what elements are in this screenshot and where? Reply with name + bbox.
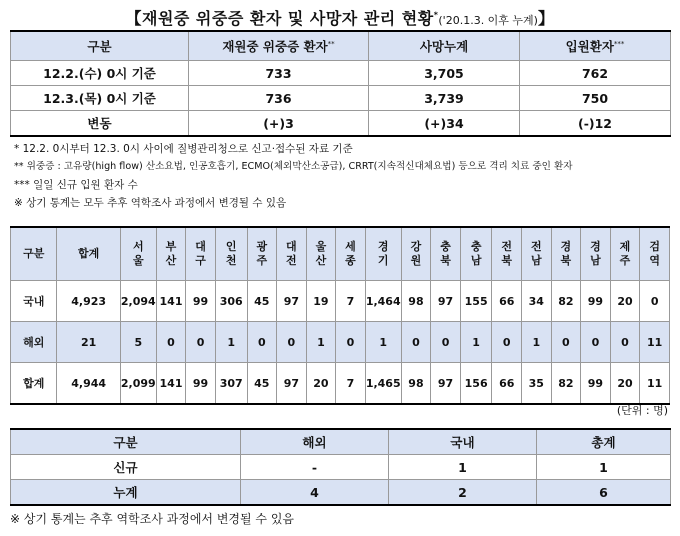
- origin-cell: -: [241, 455, 389, 480]
- regional-header-part: 대: [286, 240, 297, 253]
- regional-cell: 99: [581, 281, 611, 322]
- regional-header-part: 산: [315, 254, 327, 267]
- regional-cell: 97: [431, 363, 461, 405]
- regional-cell: 45: [247, 363, 277, 405]
- regional-cell: 합계: [11, 363, 57, 405]
- header-mark: **: [327, 39, 335, 48]
- regional-header-part: 울: [315, 240, 327, 253]
- regional-header-part: 전: [530, 240, 542, 253]
- regional-cell: 156: [460, 363, 492, 405]
- origin-cell: 6: [537, 480, 671, 506]
- regional-cell: 82: [551, 281, 581, 322]
- origin-cell: 신규: [11, 455, 241, 480]
- regional-header-part: 제: [619, 240, 631, 253]
- regional-cell: 0: [610, 322, 640, 363]
- regional-header: [492, 227, 522, 281]
- regional-cell: 20: [610, 281, 640, 322]
- regional-row-domestic: [11, 281, 670, 322]
- regional-cell: 1,464: [365, 281, 401, 322]
- title-sub: ('20.1.3. 이후 누계): [438, 14, 538, 27]
- regional-header-part: 북: [440, 254, 451, 267]
- summary-row: [11, 61, 671, 86]
- regional-cell: 98: [401, 363, 431, 405]
- summary-cell: 12.3.(목) 0시 기준: [11, 86, 189, 111]
- regional-cell: 19: [306, 281, 336, 322]
- summary-cell: 736: [189, 86, 369, 111]
- regional-cell: 1: [365, 322, 401, 363]
- regional-header-part: 경: [590, 240, 601, 253]
- title-text: 【재원중 위중증 환자 및 사망자 관리 현황: [125, 9, 434, 28]
- regional-cell: 307: [215, 363, 247, 405]
- regional-cell: 7: [336, 281, 366, 322]
- regional-header: [215, 227, 247, 281]
- regional-cell: 1: [460, 322, 492, 363]
- summary-cell: 변동: [11, 111, 189, 137]
- regional-cell: 97: [277, 363, 307, 405]
- title-close: 】: [537, 9, 555, 28]
- origin-cell: 4: [241, 480, 389, 506]
- summary-header: [369, 31, 520, 61]
- regional-cell: 11: [640, 322, 670, 363]
- regional-cell: 21: [57, 322, 120, 363]
- header-label: 재원중 위중증 환자: [222, 39, 328, 54]
- origin-header: 구분: [11, 429, 241, 455]
- regional-header: [522, 227, 552, 281]
- regional-header-part: 북: [501, 254, 513, 267]
- regional-cell: 98: [401, 281, 431, 322]
- regional-header-part: 경: [377, 240, 389, 253]
- note-line: * 12.2. 0시부터 12.3. 0시 사이에 질병관리청으로 신고·접수된 자료 기준: [14, 143, 353, 155]
- regional-header: [551, 227, 581, 281]
- regional-row-overseas: [11, 322, 670, 363]
- summary-header: [189, 31, 369, 61]
- regional-header-part: 대: [195, 240, 206, 253]
- summary-row: [11, 111, 671, 137]
- regional-header: [247, 227, 277, 281]
- regional-cell: 0: [492, 322, 522, 363]
- regional-header-part: 원: [410, 254, 422, 267]
- summary-header: [11, 31, 189, 61]
- regional-cell: 1: [215, 322, 247, 363]
- regional-cell: 66: [492, 281, 522, 322]
- origin-table: [10, 428, 671, 506]
- regional-cell: 20: [610, 363, 640, 405]
- regional-header: [460, 227, 492, 281]
- regional-header-part: 강: [410, 240, 422, 253]
- regional-header-part: 기: [377, 254, 389, 267]
- footnote: ※ 상기 통계는 추후 역학조사 과정에서 변경될 수 있음: [10, 512, 295, 526]
- summary-header-row: [11, 31, 671, 61]
- regional-header-part: 울: [132, 254, 144, 267]
- regional-header-part: 구: [195, 254, 206, 267]
- regional-header-part: 경: [560, 240, 572, 253]
- regional-cell: 306: [215, 281, 247, 322]
- regional-header-part: 산: [165, 254, 177, 267]
- regional-header: [277, 227, 307, 281]
- regional-cell: 0: [581, 322, 611, 363]
- regional-cell: 4,944: [57, 363, 120, 405]
- regional-header-part: 충: [470, 240, 482, 253]
- regional-header-part: 북: [560, 254, 572, 267]
- regional-cell: 2,099: [120, 363, 156, 405]
- regional-header-part: 역: [649, 254, 660, 267]
- regional-cell: 0: [336, 322, 366, 363]
- regional-cell: 0: [247, 322, 277, 363]
- regional-row-total: [11, 363, 670, 405]
- summary-header: [520, 31, 671, 61]
- regional-cell: 1: [306, 322, 336, 363]
- regional-header-part: 광: [256, 240, 268, 253]
- notes: [14, 140, 573, 212]
- regional-header-part: 주: [256, 254, 268, 267]
- regional-header-part: 서: [132, 240, 144, 253]
- regional-cell: 0: [277, 322, 307, 363]
- regional-header: [336, 227, 366, 281]
- summary-cell: 3,705: [369, 61, 520, 86]
- origin-row: [11, 455, 671, 480]
- regional-header: [120, 227, 156, 281]
- regional-header-row: [11, 227, 670, 281]
- header-label: 구분: [87, 39, 112, 54]
- regional-header: [186, 227, 216, 281]
- regional-cell: 0: [156, 322, 186, 363]
- note-line: ** 위중증 : 고유량(high flow) 산소요법, 인공호흡기, ECMO(체외막산소공급), CRRT(지속적신대체요법) 등으로 격리 치료 중인 환자: [14, 161, 573, 172]
- page-title: [0, 6, 680, 29]
- regional-header-part: 구분: [23, 247, 45, 260]
- regional-header: [156, 227, 186, 281]
- summary-row: [11, 86, 671, 111]
- header-label: 사망누계: [419, 39, 469, 54]
- regional-cell: 1,465: [365, 363, 401, 405]
- origin-row: [11, 480, 671, 506]
- summary-cell: (-)12: [520, 111, 671, 137]
- regional-cell: 국내: [11, 281, 57, 322]
- regional-header: [610, 227, 640, 281]
- summary-cell: 3,739: [369, 86, 520, 111]
- note-line: ※ 상기 통계는 모두 추후 역학조사 과정에서 변경될 수 있음: [14, 197, 287, 209]
- unit-label: (단위 : 명): [616, 404, 668, 417]
- regional-cell: 66: [492, 363, 522, 405]
- regional-header: [306, 227, 336, 281]
- summary-cell: 762: [520, 61, 671, 86]
- regional-header-part: 남: [530, 254, 542, 267]
- regional-header-part: 인: [225, 240, 237, 253]
- origin-header: 해외: [241, 429, 389, 455]
- regional-header-part: 전: [501, 240, 513, 253]
- regional-cell: 97: [277, 281, 307, 322]
- regional-header-part: 전: [286, 254, 297, 267]
- regional-header-part: 주: [619, 254, 631, 267]
- header-label: 입원환자: [565, 39, 614, 54]
- regional-cell: 11: [640, 363, 670, 405]
- regional-cell: 35: [522, 363, 552, 405]
- regional-header-part: 합계: [78, 247, 100, 260]
- regional-cell: 141: [156, 281, 186, 322]
- summary-cell: 733: [189, 61, 369, 86]
- origin-cell: 1: [537, 455, 671, 480]
- summary-cell: 12.2.(수) 0시 기준: [11, 61, 189, 86]
- regional-cell: 97: [431, 281, 461, 322]
- regional-header: [581, 227, 611, 281]
- summary-cell: (+)3: [189, 111, 369, 137]
- title-mark: *: [433, 10, 439, 20]
- regional-cell: 7: [336, 363, 366, 405]
- regional-cell: 4,923: [57, 281, 120, 322]
- regional-cell: 0: [640, 281, 670, 322]
- regional-header: [57, 227, 120, 281]
- regional-cell: 0: [186, 322, 216, 363]
- regional-cell: 82: [551, 363, 581, 405]
- regional-cell: 2,094: [120, 281, 156, 322]
- regional-cell: 99: [581, 363, 611, 405]
- regional-table: [10, 226, 670, 405]
- regional-header: [365, 227, 401, 281]
- regional-cell: 해외: [11, 322, 57, 363]
- regional-header: [11, 227, 57, 281]
- origin-cell: 2: [389, 480, 537, 506]
- summary-cell: (+)34: [369, 111, 520, 137]
- regional-header-part: 남: [590, 254, 601, 267]
- regional-cell: 0: [551, 322, 581, 363]
- regional-header: [431, 227, 461, 281]
- regional-header-part: 세: [345, 240, 356, 253]
- regional-header-part: 종: [345, 254, 356, 267]
- regional-cell: 20: [306, 363, 336, 405]
- regional-header-part: 검: [649, 240, 660, 253]
- regional-cell: 99: [186, 281, 216, 322]
- regional-header-part: 부: [165, 240, 177, 253]
- regional-cell: 5: [120, 322, 156, 363]
- origin-header: 국내: [389, 429, 537, 455]
- regional-cell: 0: [431, 322, 461, 363]
- regional-cell: 99: [186, 363, 216, 405]
- summary-table: [10, 30, 671, 137]
- origin-header-row: [11, 429, 671, 455]
- header-mark: ***: [613, 39, 625, 48]
- regional-cell: 34: [522, 281, 552, 322]
- regional-cell: 1: [522, 322, 552, 363]
- regional-cell: 0: [401, 322, 431, 363]
- regional-header-part: 남: [470, 254, 482, 267]
- regional-header-part: 천: [225, 254, 237, 267]
- regional-cell: 45: [247, 281, 277, 322]
- note-line: *** 일일 신규 입원 환자 수: [14, 179, 138, 191]
- regional-header-part: 충: [440, 240, 451, 253]
- origin-cell: 1: [389, 455, 537, 480]
- origin-header: 총계: [537, 429, 671, 455]
- regional-cell: 155: [460, 281, 492, 322]
- origin-cell: 누계: [11, 480, 241, 506]
- regional-header: [640, 227, 670, 281]
- regional-cell: 141: [156, 363, 186, 405]
- summary-cell: 750: [520, 86, 671, 111]
- regional-header: [401, 227, 431, 281]
